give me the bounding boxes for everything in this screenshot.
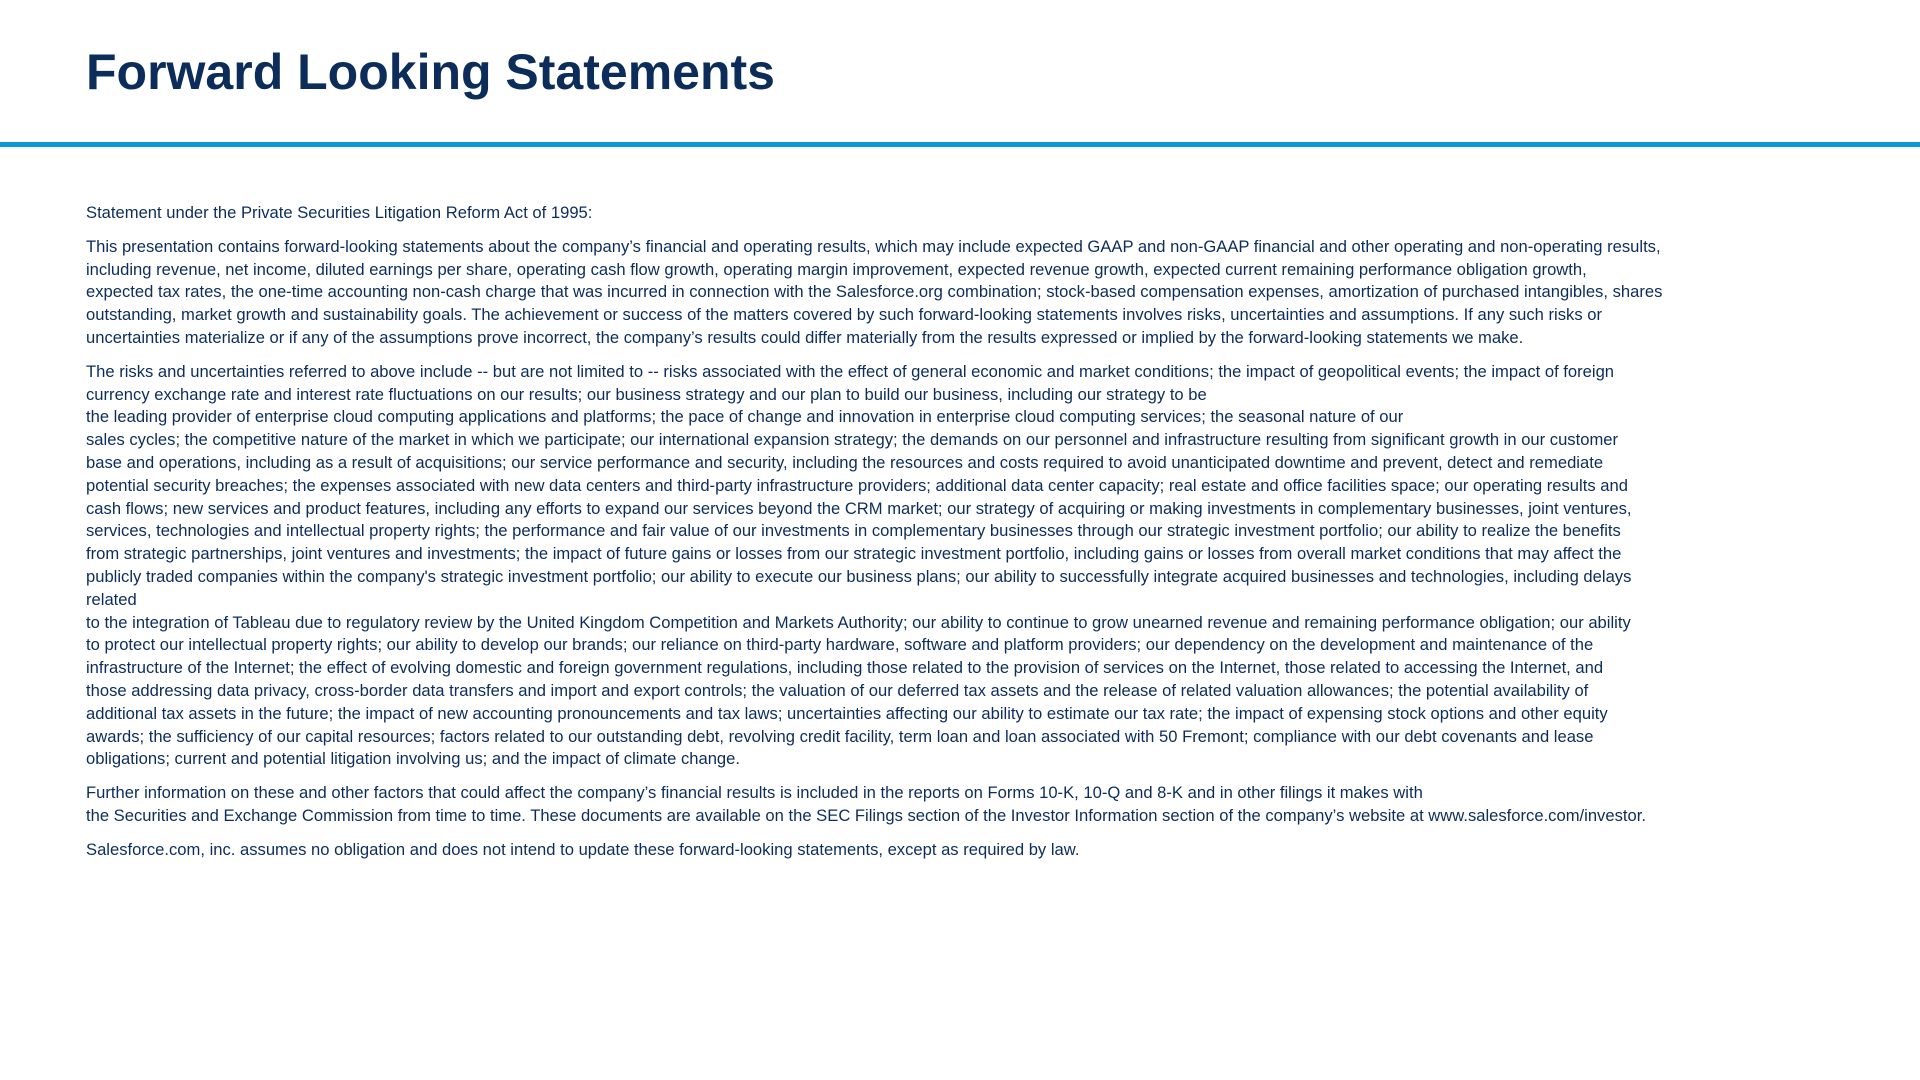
paragraph-line: awards; the sufficiency of our capital resources; factors related to our outstanding debt, revolving credit facility, term loan and loan associated with 50 Fremont; compliance with our debt covenants and lease bbox=[86, 726, 1594, 746]
paragraph-line: the leading provider of enterprise cloud computing applications and platforms; the pace of change and innovation in enterprise cloud computing services; the seasonal nature of our bbox=[86, 407, 1404, 427]
paragraph-line: those addressing data privacy, cross-border data transfers and import and export controls; the valuation of our deferred tax assets and the release of related valuation allowances; the potential availability of bbox=[86, 680, 1589, 700]
paragraph-line: including revenue, net income, diluted earnings per share, operating cash flow growth, operating margin improvement, expected revenue growth, expected current remaining performance obligation growth, bbox=[86, 259, 1587, 279]
paragraph-line: from strategic partnerships, joint ventures and investments; the impact of future gains or losses from our strategic investment portfolio, including gains or losses from overall market conditions that may affect the bbox=[86, 544, 1622, 564]
paragraph-line: uncertainties materialize or if any of the assumptions prove incorrect, the company’s results could differ materially from the results expressed or implied by the forward-looking statements we make. bbox=[86, 327, 1524, 347]
paragraph-line: Salesforce.com, inc. assumes no obligation and does not intend to update these forward-looking statements, except as required by law. bbox=[86, 839, 1080, 859]
paragraph-line: obligations; current and potential litigation involving us; and the impact of climate change. bbox=[86, 749, 741, 769]
paragraph-line: Statement under the Private Securities Litigation Reform Act of 1995: bbox=[86, 203, 593, 222]
disclaimer-paragraph bbox=[86, 202, 1846, 225]
paragraph-line: Further information on these and other factors that could affect the company’s financial results is included in the reports on Forms 10-K, 10-Q and 8-K and in other filings it makes with bbox=[86, 783, 1423, 803]
paragraph-line: to the integration of Tableau due to regulatory review by the United Kingdom Competition and Markets Authority; our ability to continue to grow unearned revenue and remaining performance obligation; our ability bbox=[86, 612, 1631, 632]
paragraph-line: services, technologies and intellectual property rights; the performance and fair value of our investments in complementary businesses through our strategic investment portfolio; our ability to realize the benefits bbox=[86, 521, 1621, 541]
paragraph-line: cash flows; new services and product features, including any efforts to expand our services beyond the CRM market; our strategy of acquiring or making investments in complementary businesses, joint ventures, bbox=[86, 498, 1632, 518]
title-divider bbox=[0, 142, 1920, 147]
paragraph-line: additional tax assets in the future; the impact of new accounting pronouncements and tax laws; uncertainties affecting our ability to estimate our tax rate; the impact of expensing stock options and other equity bbox=[86, 703, 1608, 723]
disclaimer-body bbox=[86, 202, 1846, 873]
paragraph-line: base and operations, including as a result of acquisitions; our service performance and security, including the resources and costs required to avoid unanticipated downtime and prevent, detect and remediate bbox=[86, 452, 1604, 472]
paragraph-line: potential security breaches; the expenses associated with new data centers and third-party infrastructure providers; additional data center capacity; real estate and office facilities space; our operating results and bbox=[86, 475, 1628, 495]
paragraph-line: publicly traded companies within the company's strategic investment portfolio; our ability to execute our business plans; our ability to successfully integrate acquired businesses and technologies, including delays bbox=[86, 566, 1632, 586]
paragraph-line: currency exchange rate and interest rate fluctuations on our results; our business strategy and our plan to build our business, including our strategy to be bbox=[86, 384, 1207, 404]
page-title: Forward Looking Statements bbox=[86, 44, 775, 100]
paragraph-line: related bbox=[86, 589, 137, 609]
disclaimer-paragraph bbox=[86, 236, 1846, 350]
paragraph-line: expected tax rates, the one-time accounting non-cash charge that was incurred in connection with the Salesforce.org combination; stock-based compensation expenses, amortization of purchased intangibles, shares bbox=[86, 282, 1663, 302]
paragraph-line: outstanding, market growth and sustainability goals. The achievement or success of the matters covered by such forward-looking statements involves risks, uncertainties and assumptions. If any such risks or bbox=[86, 305, 1602, 325]
paragraph-line: sales cycles; the competitive nature of the market in which we participate; our international expansion strategy; the demands on our personnel and infrastructure resulting from significant growth in our customer bbox=[86, 430, 1619, 450]
disclaimer-paragraph bbox=[86, 839, 1846, 862]
paragraph-line: The risks and uncertainties referred to above include -- but are not limited to -- risks associated with the effect of general economic and market conditions; the impact of geopolitical events; the impact of foreign bbox=[86, 361, 1615, 381]
paragraph-line: to protect our intellectual property rights; our ability to develop our brands; our reliance on third-party hardware, software and platform providers; our dependency on the development and maintenance of the bbox=[86, 635, 1594, 655]
paragraph-line: infrastructure of the Internet; the effect of evolving domestic and foreign government regulations, including those related to the provision of services on the Internet, those related to accessing the Internet, and bbox=[86, 658, 1604, 678]
disclaimer-paragraph bbox=[86, 782, 1846, 828]
disclaimer-paragraph bbox=[86, 361, 1846, 771]
paragraph-line: This presentation contains forward-looking statements about the company’s financial and operating results, which may include expected GAAP and non-GAAP financial and other operating and non-operating results, bbox=[86, 236, 1661, 256]
paragraph-line: the Securities and Exchange Commission from time to time. These documents are available on the SEC Filings section of the Investor Information section of the company’s website at www.salesforce.com/investor. bbox=[86, 805, 1646, 825]
